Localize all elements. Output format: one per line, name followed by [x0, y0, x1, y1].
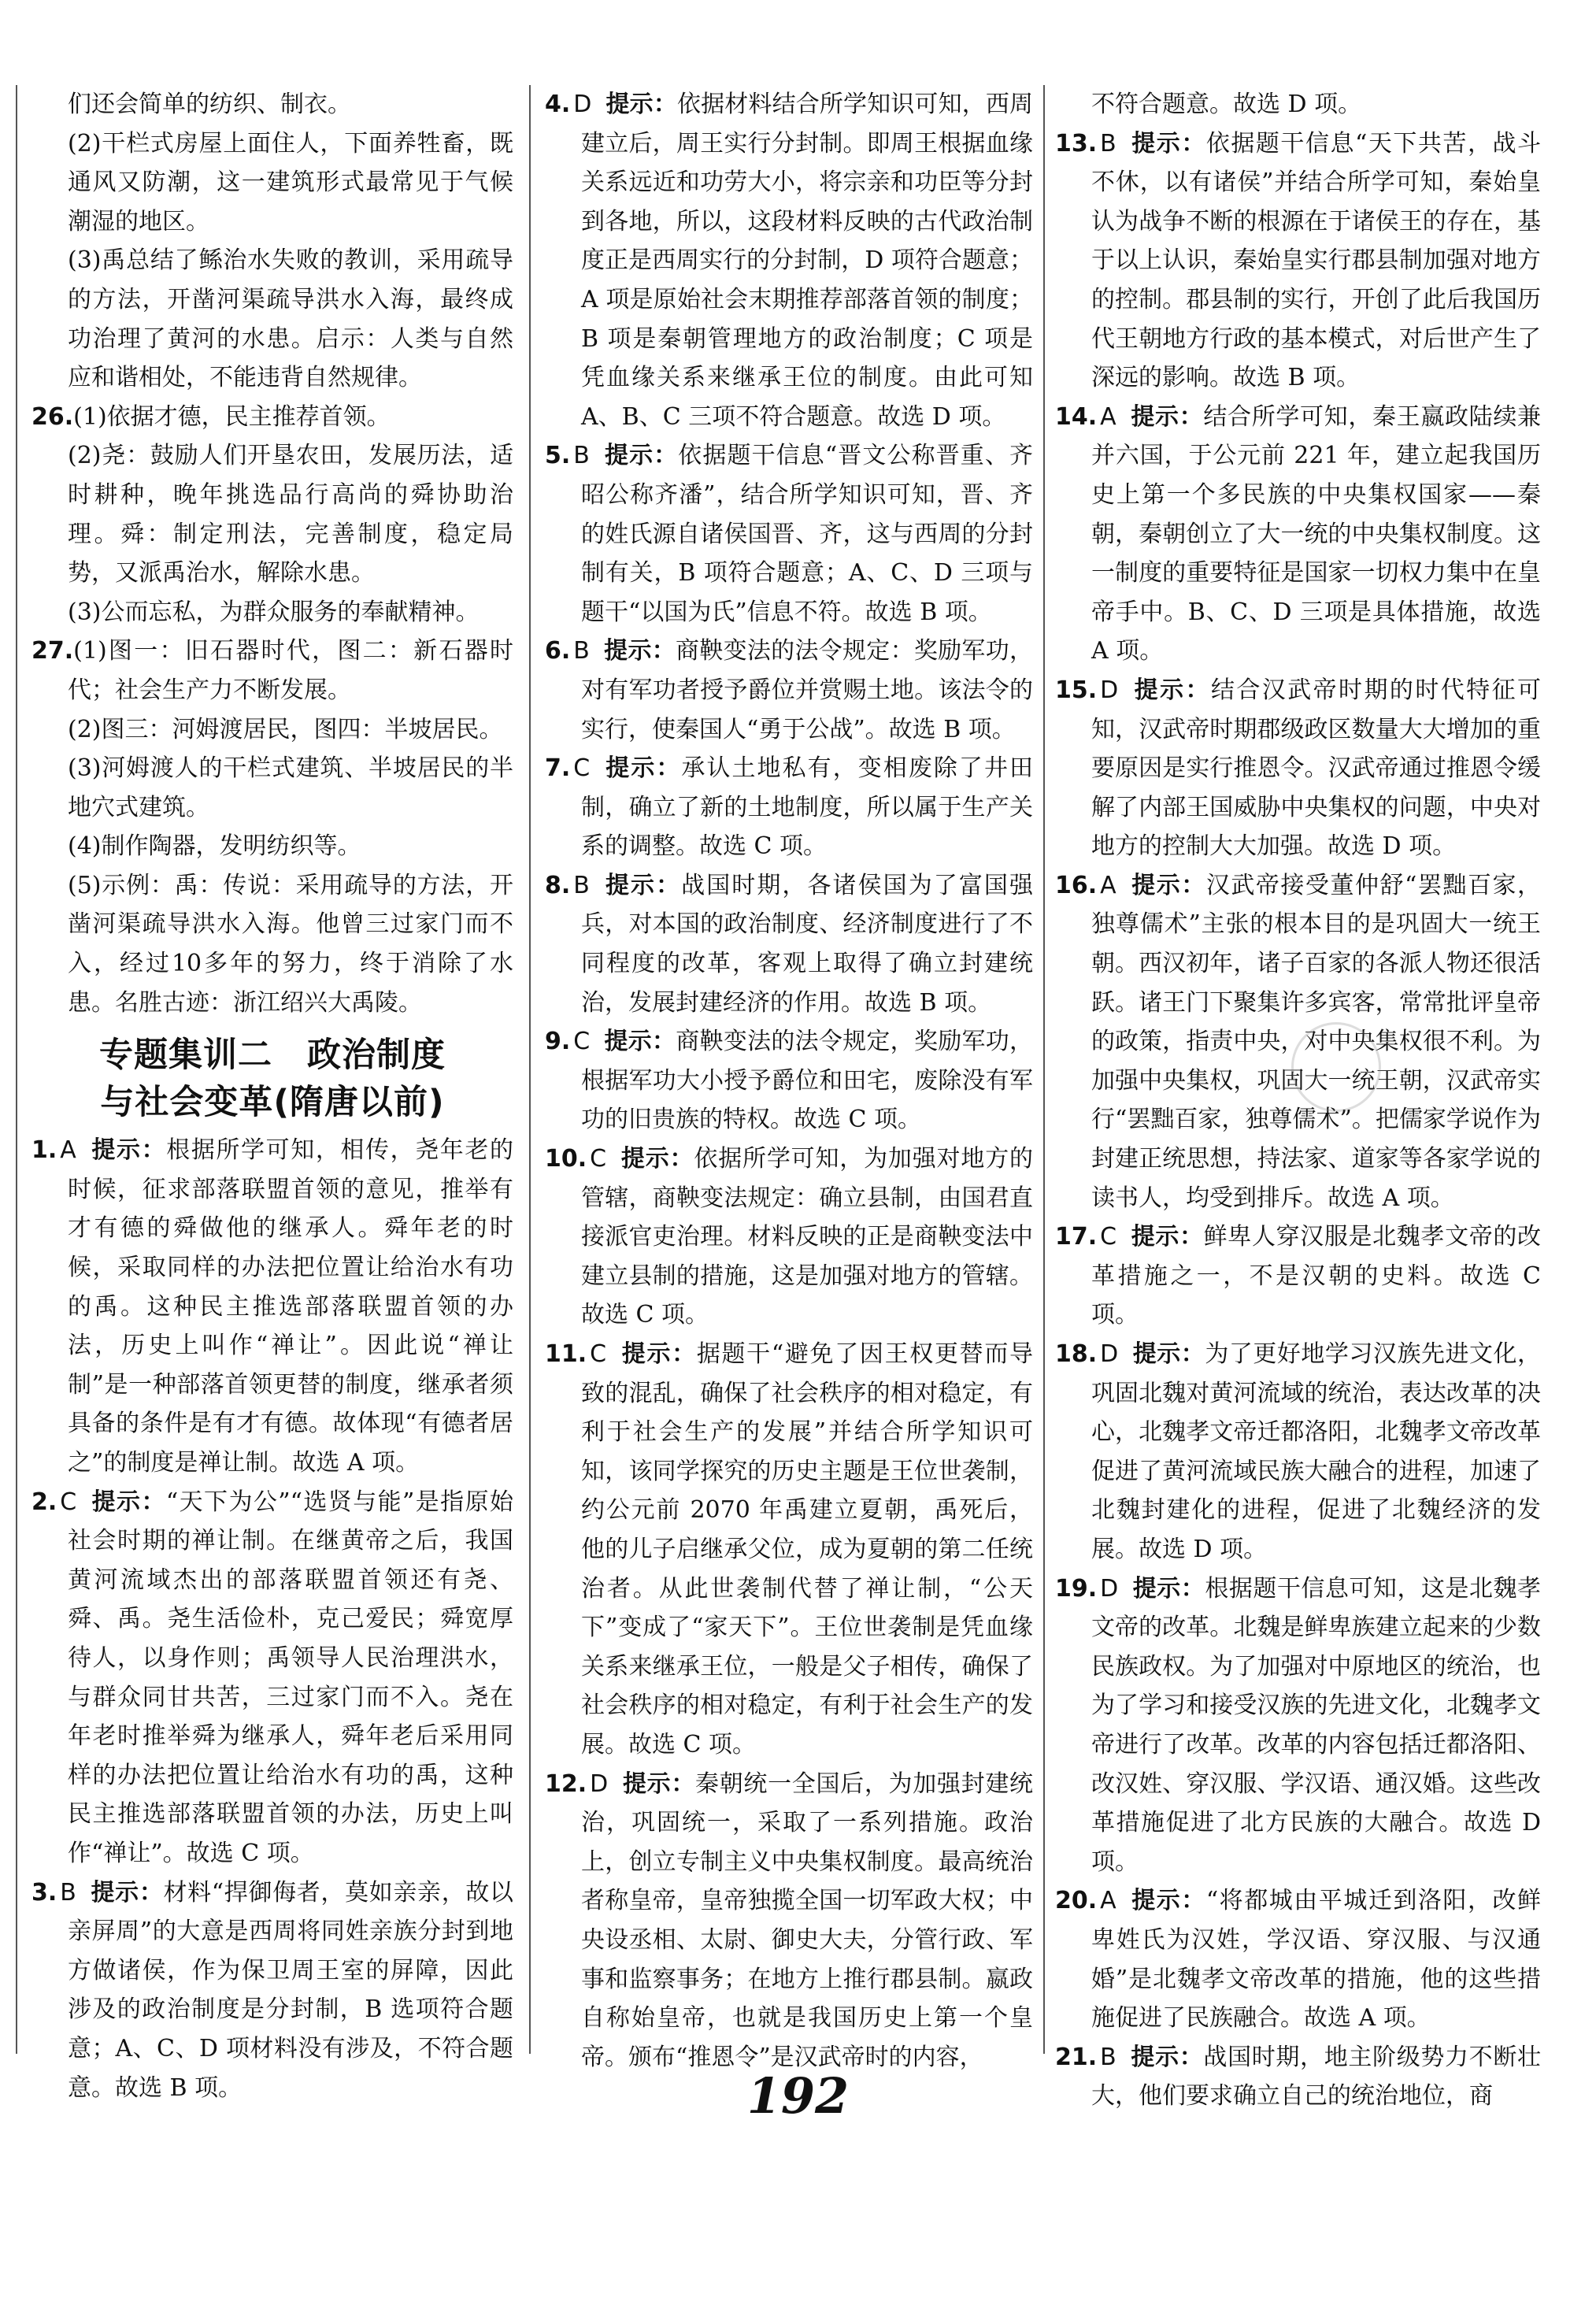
- answer-26: [31, 398, 513, 437]
- question-number: 5.: [545, 442, 571, 470]
- answer-text: 依据材料结合所学知识可知，西周建立后，周王实行分封制。即周王根据血缘关系远近和功劳大小，将宗亲和功臣等分封到各地，所以，这段材料反映的古代政治制度正是西周实行的分封制，D 项符合题意；A 项是原始社会末期推荐部落首领的制度；B 项是秦朝管理地方的政治制度；C 项是凭血缘关系来继承王位的制度。由此可知 A、B、C 三项不符合题意。故选 D 项。: [581, 91, 1034, 431]
- column-divider-2: [1043, 85, 1045, 2054]
- answer-text: “将都城由平城迁到洛阳，改鲜卑姓氏为汉姓，学汉语、穿汉服、与汉通婚”是北魏孝文帝改革的措施，他的这些措施促进了民族融合。故选 A 项。: [1091, 1887, 1542, 2033]
- hint-label: 提示：: [1130, 402, 1204, 431]
- answer-text: 鲜卑人穿汉服是北魏孝文帝的改革措施之一，不是汉朝的史料。故选 C 项。: [1091, 1223, 1541, 1329]
- answer-letter: D: [1100, 1340, 1119, 1368]
- question-number: 21.: [1055, 2043, 1098, 2071]
- answer-26-part3: (3)公而忘私，为群众服务的奉献精神。: [68, 598, 480, 626]
- hint-label: 提示：: [620, 1340, 697, 1368]
- question-number: 17.: [1055, 1223, 1098, 1251]
- answer-item: [545, 632, 1033, 749]
- answer-27-part5: (5)示例：禹：传说：采用疏导的方法，开凿河渠疏导洪水入海。他曾三过家门而不入，经过10多年的努力，终于消除了水患。名胜古迹：浙江绍兴大禹陵。: [68, 871, 513, 1017]
- answer-letter: C: [60, 1488, 77, 1516]
- question-number: 10.: [545, 1145, 587, 1173]
- hint-label: 提示：: [622, 1770, 696, 1798]
- hint-label: 提示：: [90, 1136, 167, 1165]
- hint-label: 提示：: [603, 871, 682, 899]
- question-number: 3.: [31, 1878, 57, 1907]
- column-left: [31, 85, 513, 2107]
- question-number: 26.: [31, 402, 74, 431]
- question-number: 9.: [545, 1028, 571, 1056]
- answer-letter: C: [590, 1340, 607, 1368]
- answer-item: [1055, 1335, 1541, 1569]
- answer-26-part2: (2)尧：鼓励人们开垦农田，发展历法，适时耕种，晚年挑选品行高尚的舜协助治理。舜：制定刑法，完善制度，稳定局势，又派禹治水，解除水患。: [68, 442, 513, 587]
- answer-text: “天下为公”“选贤与能”是指原始社会时期的禅让制。在继黄帝之后，我国黄河流域杰出的部落联盟首领还有尧、舜、禹。尧生活俭朴，克己爱民；舜宽厚待人，以身作则；禹领导人民治理洪水，与群众同甘共苦，三过家门而不入。尧在年老时推举舜为继承人，舜年老后采用同样的办法把位置让给治水有功的禹，这种民主推选部落联盟首领的办法，历史上叫作“禅让”。故选 C 项。: [68, 1488, 513, 1867]
- answer-letter: A: [1100, 871, 1116, 899]
- hint-label: 提示：: [603, 442, 679, 470]
- question-number: 12.: [545, 1770, 587, 1798]
- answer-27-part4: (4)制作陶器，发明纺织等。: [68, 832, 361, 861]
- hint-label: 提示：: [604, 1028, 676, 1056]
- hint-label: 提示：: [620, 1145, 694, 1173]
- section-title-line-1: 专题集训二 政治制度: [99, 1036, 446, 1076]
- answer-item: [1055, 124, 1541, 398]
- answer-letter: B: [1100, 129, 1116, 157]
- hint-label: 提示：: [1130, 2043, 1204, 2071]
- question-number: 16.: [1055, 871, 1098, 899]
- question-number: 14.: [1055, 402, 1098, 431]
- answer-letter: A: [60, 1136, 76, 1165]
- hint-label: 提示：: [1131, 1223, 1204, 1251]
- answer-text: 根据所学可知，相传，尧年老的时候，征求部落联盟首领的意见，推举有才有德的舜做他的继承人。舜年老的时候，采取同样的办法把位置让给治水有功的禹。这种民主推选部落联盟首领的办法，历史上叫作“禅让”。因此说“禅让制”是一种部落首领更替的制度，继承者须具备的条件是有才有德。故体现“有德者居之”的制度是禅让制。故选 A 项。: [68, 1136, 514, 1477]
- answer-text: 依据题干信息“天下共苦，战斗不休，以有诸侯”并结合所学可知，秦始皇认为战争不断的根源在于诸侯王的存在，基于以上认识，秦始皇实行郡县制加强对地方的控制。郡县制的实行，开创了此后我国历代王朝地方行政的基本模式，对后世产生了深远的影响。故选 B 项。: [1091, 129, 1542, 392]
- answer-text: 结合汉武帝时期的时代特征可知，汉武帝时期郡级政区数量大大增加的重要原因是实行推恩令。汉武帝通过推恩令缓解了内部王国威胁中央集权的问题，中央对地方的控制大大加强。故选 D 项。: [1091, 676, 1542, 861]
- answer-text: 商鞅变法的法令规定：奖励军功，对有军功者授予爵位并赏赐土地。该法令的实行，使秦国人“勇于公战”。故选 B 项。: [581, 637, 1034, 743]
- hint-label: 提示：: [604, 754, 682, 783]
- answer-item: [545, 436, 1033, 632]
- column-middle: [545, 85, 1033, 2077]
- answer-letter: B: [573, 637, 590, 665]
- answer-item: [31, 1131, 513, 1482]
- answer-text: 战国时期，地主阶级势力不断壮大，他们要求确立自己的统治地位，商: [1091, 2043, 1542, 2110]
- question-number: 18.: [1055, 1340, 1098, 1368]
- answer-27-part2: (2)图三：河姆渡居民，图四：半坡居民。: [68, 715, 503, 743]
- question-number: 19.: [1055, 1574, 1098, 1603]
- question-number: 1.: [31, 1136, 57, 1165]
- answer-27-part3: (3)河姆渡人的干栏式建筑、半坡居民的半地穴式建筑。: [68, 754, 513, 821]
- page-number: 192: [746, 2067, 850, 2125]
- hint-label: 提示：: [1130, 1887, 1206, 1915]
- answer-letter: B: [60, 1878, 76, 1907]
- answer-letter: C: [590, 1145, 607, 1173]
- section-title-line-2: 与社会变革(隋唐以前): [100, 1083, 445, 1123]
- question-number: 20.: [1055, 1887, 1098, 1915]
- question-number: 13.: [1055, 129, 1098, 157]
- hint-label: 提示：: [1130, 871, 1206, 899]
- section-title: [31, 1032, 513, 1126]
- answer-27-part1: (1)图一：旧石器时代，图二：新石器时代；社会生产力不断发展。: [68, 637, 513, 704]
- answer-letter: D: [1100, 1574, 1119, 1603]
- answer-item: [545, 749, 1033, 866]
- answer-text: 战国时期，各诸侯国为了富国强兵，对本国的政治制度、经济制度进行了不同程度的改革，客观上取得了确立封建统治，发展封建经济的作用。故选 B 项。: [581, 871, 1034, 1017]
- column-right: [1055, 85, 1541, 2116]
- answer-26-part1: (1)依据才德，民主推荐首领。: [73, 402, 391, 431]
- answer-25-part2: (2)干栏式房屋上面住人，下面养牲畜，既通风又防潮，这一建筑形式最常见于气候潮湿的地区。: [68, 129, 513, 235]
- hint-label: 提示：: [1132, 1340, 1205, 1368]
- answer-text: 据题干“避免了因王权更替而导致的混乱，确保了社会秩序的相对稳定，有利于社会生产的发展”并结合所学知识可知，该同学探究的历史主题是王位世袭制，约公元前 2070 年禹建立夏朝，禹死后，他的儿子启继承父位，成为夏朝的第二任统治者。从此世袭制代替了禅让制，“公天下”变成了“家天下”。王位世袭制是凭血缘关系来继承王位，一般是父子相传，确保了社会秩序的相对稳定，有利于社会生产的发展。故选 C 项。: [581, 1340, 1033, 1758]
- answer-text: 依据所学可知，为加强对地方的管辖，商鞅变法规定：确立县制，由国君直接派官吏治理。材料反映的正是商鞅变法中建立县制的措施，这是加强对地方的管辖。故选 C 项。: [581, 1145, 1034, 1329]
- answer-text: 秦朝统一全国后，为加强封建统治，巩固统一，采取了一系列措施。政治上，创立专制主义中央集权制度。最高统治者称皇帝，皇帝独揽全国一切军政大权；中央设丞相、太尉、御史大夫，分管行政、军事和监察事务；在地方上推行郡县制。嬴政自称始皇帝，也就是我国历史上第一个皇帝。颁布“推恩令”是汉武帝时的内容，: [581, 1770, 1034, 2071]
- answer-item: [1055, 398, 1541, 671]
- answer-letter: C: [1100, 1223, 1117, 1251]
- hint-label: 提示：: [603, 637, 676, 665]
- column-divider-1: [529, 85, 531, 2054]
- hint-label: 提示：: [1132, 1574, 1205, 1603]
- answer-text: 依据题干信息“晋文公称晋重、齐昭公称齐潘”，结合所学知识可知，晋、齐的姓氏源自诸侯国晋、齐，这与西周的分封制有关，B 项符合题意；A、C、D 三项与题干“以国为氏”信息不符。故选 B 项。: [581, 442, 1034, 626]
- answer-letter: A: [1100, 402, 1116, 431]
- answer-text: 根据题干信息可知，这是北魏孝文帝的改革。北魏是鲜卑族建立起来的少数民族政权。为了加强对中原地区的统治，也为了学习和接受汉族的先进文化，北魏孝文帝进行了改革。改革的内容包括迁都洛阳、改汉姓、穿汉服、学汉语、通汉婚。这些改革措施促进了北方民族的大融合。故选 D 项。: [1091, 1574, 1542, 1876]
- answer-25-part1-end: 们还会简单的纺织、制衣。: [68, 91, 351, 118]
- answer-item: [1055, 1569, 1541, 1882]
- answer-text: 材料“捍御侮者，莫如亲亲，故以亲屏周”的大意是西周将同姓亲族分封到地方做诸侯，作为保卫周王室的屏障，因此涉及的政治制度是分封制，B 选项符合题意；A、C、D 项材料没有涉及，不符合题意。故选 B 项。: [68, 1878, 513, 2102]
- question-number: 15.: [1055, 676, 1098, 704]
- answer-letter: B: [1100, 2043, 1116, 2071]
- answer-12-end: 不符合题意。故选 D 项。: [1091, 91, 1362, 118]
- answer-25-part3: (3)禹总结了鲧治水失败的教训，采用疏导的方法，开凿河渠疏导洪水入海，最终成功治理了黄河的水患。启示：人类与自然应和谐相处，不能违背自然规律。: [68, 246, 513, 392]
- answer-letter: C: [573, 1028, 591, 1056]
- watermark-stamp: [1291, 1022, 1381, 1112]
- answer-item: [1055, 671, 1541, 866]
- question-number: 2.: [31, 1488, 57, 1516]
- answer-text: 为了更好地学习汉族先进文化，巩固北魏对黄河流域的统治，表达改革的决心，北魏孝文帝迁都洛阳，北魏孝文帝改革促进了黄河流域民族大融合的进程，加速了北魏封建化的进程，促进了北魏经济的发展。故选 D 项。: [1091, 1340, 1542, 1563]
- hint-label: 提示：: [1130, 129, 1206, 157]
- question-number: 4.: [545, 91, 571, 118]
- answer-text: 承认土地私有，变相废除了井田制，确立了新的土地制度，所以属于生产关系的调整。故选 C 项。: [581, 754, 1034, 861]
- question-number: 7.: [545, 754, 571, 783]
- answer-item: [545, 1335, 1033, 1765]
- answer-letter: D: [573, 91, 592, 118]
- question-number: 11.: [545, 1340, 587, 1368]
- answer-letter: A: [1100, 1887, 1116, 1915]
- answer-item: [545, 1765, 1033, 2077]
- answer-letter: B: [573, 871, 590, 899]
- hint-label: 提示：: [90, 1878, 164, 1907]
- answer-item: [545, 866, 1033, 1022]
- answer-text: 汉武帝接受董仲舒“罢黜百家，独尊儒术”主张的根本目的是巩固大一统王朝。西汉初年，诸子百家的各派人物还很活跃。诸王门下聚集许多宾客，常常批评皇帝的政策，指责中央，对中央集权很不利。为加强中央集权，巩固大一统王朝，汉武帝实行“罢黜百家，独尊儒术”。把儒家学说作为封建正统思想，持法家、道家等各家学说的读书人，均受到排斥。故选 A 项。: [1091, 871, 1542, 1212]
- left-margin-rule: [16, 85, 17, 2054]
- answer-letter: D: [1100, 676, 1119, 704]
- answer-item: [31, 1483, 513, 1873]
- answer-item: [1055, 1881, 1541, 2037]
- question-number: 8.: [545, 871, 571, 899]
- answer-text: 商鞅变法的法令规定，奖励军功，根据军功大小授予爵位和田宅，废除没有军功的旧贵族的特权。故选 C 项。: [581, 1028, 1034, 1134]
- answer-item: [1055, 1217, 1541, 1335]
- answer-letter: C: [573, 754, 591, 783]
- answer-27: [31, 632, 513, 710]
- answer-text: 结合所学可知，秦王嬴政陆续兼并六国，于公元前 221 年，建立起我国历史上第一个多民族的中央集权国家——秦朝，秦朝创立了大一统的中央集权制度。这一制度的重要特征是国家一切权力集中在皇帝手中。B、C、D 三项是具体措施，故选 A 项。: [1091, 402, 1542, 665]
- question-number: 27.: [31, 637, 74, 665]
- answer-item: [545, 1022, 1033, 1140]
- answer-letter: B: [573, 442, 590, 470]
- hint-label: 提示：: [1132, 676, 1211, 704]
- answer-item: [545, 1140, 1033, 1335]
- answer-letter: D: [590, 1770, 609, 1798]
- answer-item: [545, 85, 1033, 436]
- question-number: 6.: [545, 637, 571, 665]
- hint-label: 提示：: [91, 1488, 166, 1516]
- hint-label: 提示：: [605, 91, 677, 118]
